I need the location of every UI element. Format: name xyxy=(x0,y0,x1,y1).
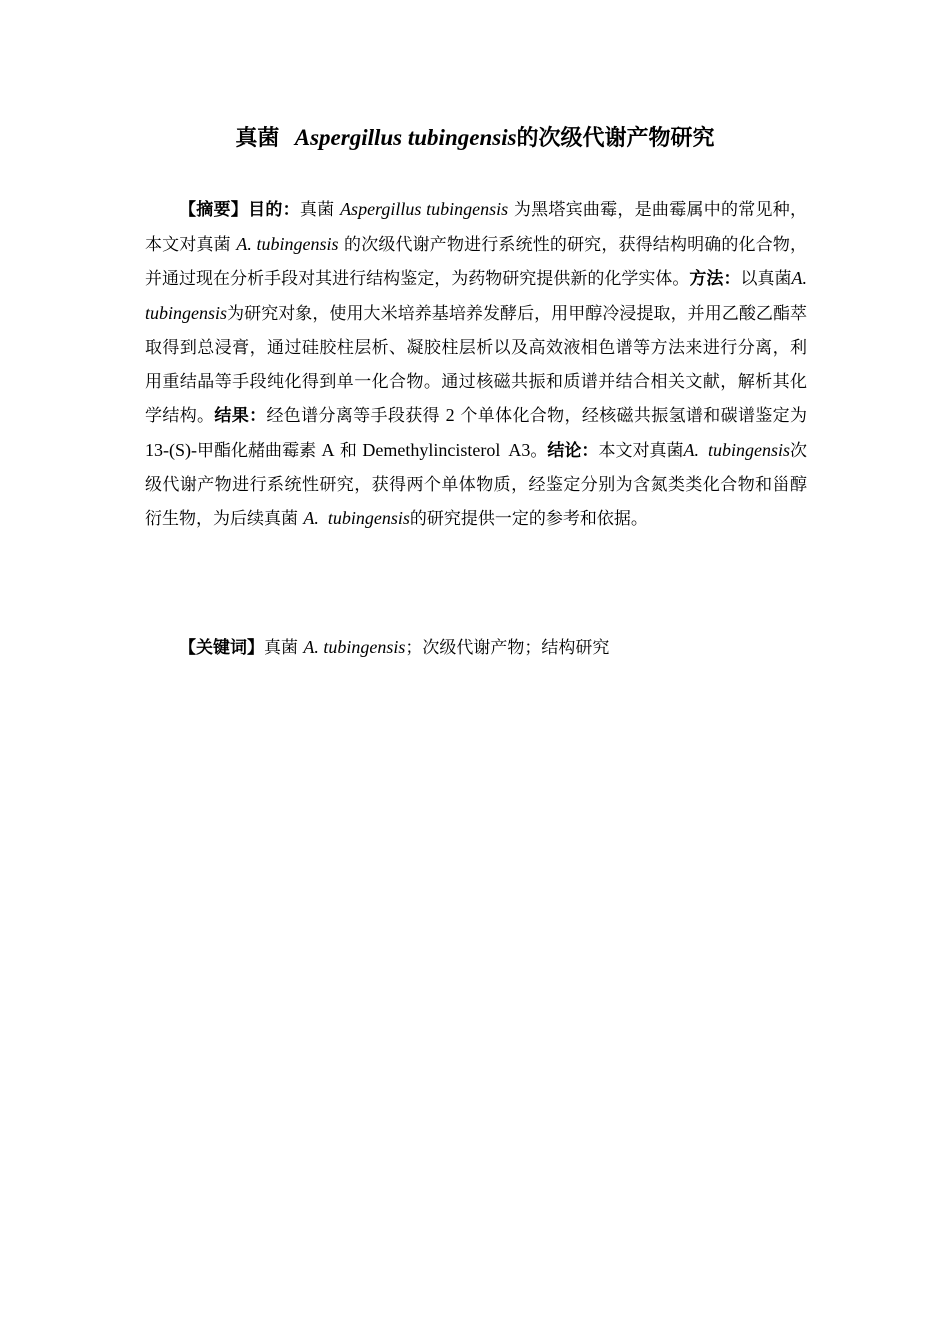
compound-name: 13-(S)- xyxy=(145,439,197,460)
abstract-paragraph xyxy=(145,193,807,537)
abstract-text: 真菌 xyxy=(299,200,341,220)
abstract-text: 为黑塔宾曲霉，是曲霉属中的常见种，本文对真菌 xyxy=(145,200,808,255)
compound-name: Demethylincisterol A3 xyxy=(362,439,531,460)
conclusion-label: 结论： xyxy=(547,440,599,461)
compound-count: 2 xyxy=(445,405,455,426)
abstract-text: 次级代谢产物进行系统性研究，获得两个单体物质，经鉴定分别为含氮类类化合物和甾醇衍生物，为后续真菌 xyxy=(145,440,808,530)
abstract-text: 的次级代谢产物进行系统性的研究，获得结构明确的化合物，并通过现在分析手段对其进行结构鉴定，为药物研究提供新的化学实体。 xyxy=(145,234,808,290)
abstract-text: 经色谱分离等手段获得 xyxy=(266,406,446,427)
species-name: A. tubingensis xyxy=(236,233,339,254)
keywords-line xyxy=(145,631,807,665)
result-label: 结果： xyxy=(214,406,267,427)
species-name: Aspergillus tubingensis xyxy=(340,199,509,219)
title-suffix: 的次级代谢产物研究 xyxy=(516,125,715,151)
abstract-text: 。 xyxy=(530,440,548,461)
species-name: A. tubingensis xyxy=(683,439,791,460)
compound-name: A xyxy=(321,439,335,460)
abstract-text: 本文对真菌 xyxy=(598,440,684,461)
abstract-text: 为研究对象，使用大米培养基培养发酵后，用甲醇冷浸提取，并用乙酸乙酯萃取得到总浸膏，通过硅胶柱层析、凝胶柱层析以及高效液相色谱等方法来进行分离，利用重结晶等手段纯化得到单一化合物。通过核磁共振和质谱并结合相关文献，解析其化学结构。 xyxy=(145,304,807,427)
paper-title xyxy=(0,122,950,154)
keywords-label: 【关键词】 xyxy=(179,638,264,658)
keywords-text: 真菌 xyxy=(264,638,304,658)
purpose-label: 目的： xyxy=(248,200,300,220)
title-species: Aspergillus tubingensis xyxy=(294,125,517,150)
abstract-text: 和 xyxy=(334,440,363,461)
species-name: A. tubingensis xyxy=(303,637,406,657)
abstract-label: 【摘要】 xyxy=(179,200,249,220)
abstract-text: 甲酯化赭曲霉素 xyxy=(197,440,322,461)
abstract-text: 以真菌 xyxy=(740,269,792,290)
abstract-text: 的研究提供一定的参考和依据。 xyxy=(409,509,648,530)
abstract-text: 个单体化合物，经核磁共振氢谱和碳谱鉴定为 xyxy=(454,406,808,427)
title-prefix: 真菌 xyxy=(235,125,280,151)
species-name: A. tubingensis xyxy=(303,508,410,529)
method-label: 方法： xyxy=(689,269,741,290)
keywords-text: ；次级代谢产物；结构研究 xyxy=(405,638,610,658)
species-name: A. tubingensis xyxy=(145,268,808,324)
